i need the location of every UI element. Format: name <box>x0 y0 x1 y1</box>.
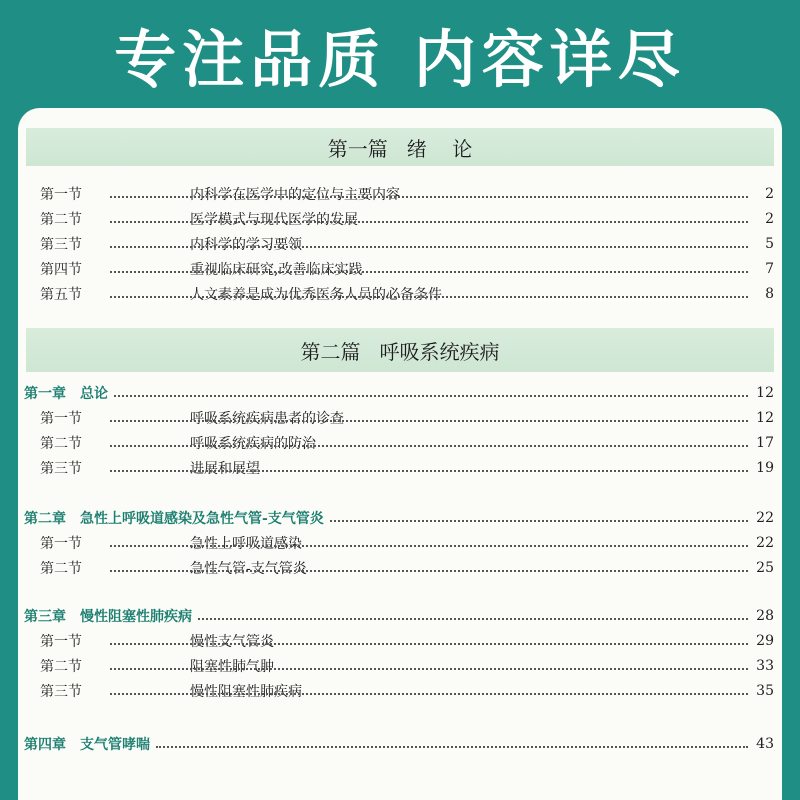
section-number: 第二节 <box>40 561 82 577</box>
dot-leader <box>156 746 748 748</box>
page-number: 35 <box>756 683 774 699</box>
toc-section-entry <box>18 183 782 205</box>
dot-leader <box>110 668 748 670</box>
section-title: 人文素养是成为优秀医务人员的必备条件 <box>190 287 442 303</box>
dot-leader <box>110 470 748 472</box>
page-number: 5 <box>765 236 774 252</box>
toc-section-entry <box>18 208 782 230</box>
part-header-2 <box>26 328 774 372</box>
page-number: 28 <box>756 608 774 624</box>
chapter-title: 急性上呼吸道感染及急性气管-支气管炎 <box>80 511 324 527</box>
chapter-number: 第四章 <box>24 737 66 753</box>
section-title: 慢性阻塞性肺疾病 <box>190 684 302 700</box>
toc-section-entry <box>18 532 782 554</box>
toc-section-entry <box>18 258 782 280</box>
toc-chapter-entry <box>18 733 782 755</box>
section-number: 第三节 <box>40 461 82 477</box>
toc-section-entry <box>18 432 782 454</box>
page-number: 29 <box>756 633 774 649</box>
promo-banner <box>0 0 800 108</box>
section-title: 呼吸系统疾病患者的诊查 <box>190 411 344 427</box>
chapter-title: 总论 <box>80 386 108 402</box>
page-number: 17 <box>756 435 774 451</box>
page-number: 2 <box>765 211 774 227</box>
dot-leader <box>110 643 748 645</box>
page-number: 33 <box>756 658 774 674</box>
dot-leader <box>110 445 748 447</box>
chapter-number: 第二章 <box>24 511 66 527</box>
dot-leader <box>330 520 748 522</box>
dot-leader <box>110 545 748 547</box>
section-number: 第二节 <box>40 436 82 452</box>
chapter-title: 支气管哮喘 <box>80 737 150 753</box>
toc-section-entry <box>18 630 782 652</box>
section-title: 内科学在医学中的定位与主要内容 <box>190 187 400 203</box>
page-number: 12 <box>756 410 774 426</box>
section-title: 医学模式与现代医学的发展 <box>190 212 358 228</box>
toc-section-entry <box>18 680 782 702</box>
part-title: 第一篇 绪 论 <box>327 136 473 161</box>
toc-chapter-entry <box>18 507 782 529</box>
section-title: 进展和展望 <box>190 461 260 477</box>
section-number: 第三节 <box>40 237 82 253</box>
dot-leader <box>114 395 748 397</box>
section-number: 第一节 <box>40 411 82 427</box>
page-number: 2 <box>765 186 774 202</box>
chapter-number: 第一章 <box>24 386 66 402</box>
chapter-number: 第三章 <box>24 609 66 625</box>
toc-section-entry <box>18 655 782 677</box>
section-title: 慢性支气管炎 <box>190 634 274 650</box>
page-number: 8 <box>765 286 774 302</box>
banner-title: 专注品质 内容详尽 <box>114 22 686 96</box>
part-header-1 <box>26 128 774 166</box>
toc-section-entry <box>18 557 782 579</box>
dot-leader <box>110 420 748 422</box>
toc-chapter-entry <box>18 605 782 627</box>
section-number: 第二节 <box>40 659 82 675</box>
chapter-title: 慢性阻塞性肺疾病 <box>80 609 192 625</box>
section-title: 阻塞性肺气肿 <box>190 659 274 675</box>
page-number: 7 <box>765 261 774 277</box>
toc-section-entry <box>18 283 782 305</box>
dot-leader <box>110 271 748 273</box>
dot-leader <box>110 196 748 198</box>
section-title: 内科学的学习要领 <box>190 237 302 253</box>
section-number: 第一节 <box>40 187 82 203</box>
section-title: 重视临床研究,改善临床实践 <box>190 262 363 278</box>
toc-chapter-entry <box>18 382 782 404</box>
page-number: 25 <box>756 560 774 576</box>
section-number: 第三节 <box>40 684 82 700</box>
page-number: 12 <box>756 385 774 401</box>
toc-page <box>18 108 782 800</box>
dot-leader <box>110 693 748 695</box>
dot-leader <box>110 221 748 223</box>
section-number: 第五节 <box>40 287 82 303</box>
toc-section-entry <box>18 233 782 255</box>
section-title: 呼吸系统疾病的防治 <box>190 436 316 452</box>
dot-leader <box>110 296 748 298</box>
section-title: 急性气管-支气管炎 <box>190 561 307 577</box>
page-number: 43 <box>756 736 774 752</box>
dot-leader <box>110 246 748 248</box>
dot-leader <box>110 570 748 572</box>
section-number: 第一节 <box>40 634 82 650</box>
toc-section-entry <box>18 407 782 429</box>
toc-section-entry <box>18 457 782 479</box>
page-number: 19 <box>756 460 774 476</box>
dot-leader <box>198 618 748 620</box>
page-number: 22 <box>756 535 774 551</box>
section-title: 急性上呼吸道感染 <box>190 536 302 552</box>
section-number: 第一节 <box>40 536 82 552</box>
section-number: 第二节 <box>40 212 82 228</box>
section-number: 第四节 <box>40 262 82 278</box>
part-title: 第二篇 呼吸系统疾病 <box>300 339 500 364</box>
page-number: 22 <box>756 510 774 526</box>
